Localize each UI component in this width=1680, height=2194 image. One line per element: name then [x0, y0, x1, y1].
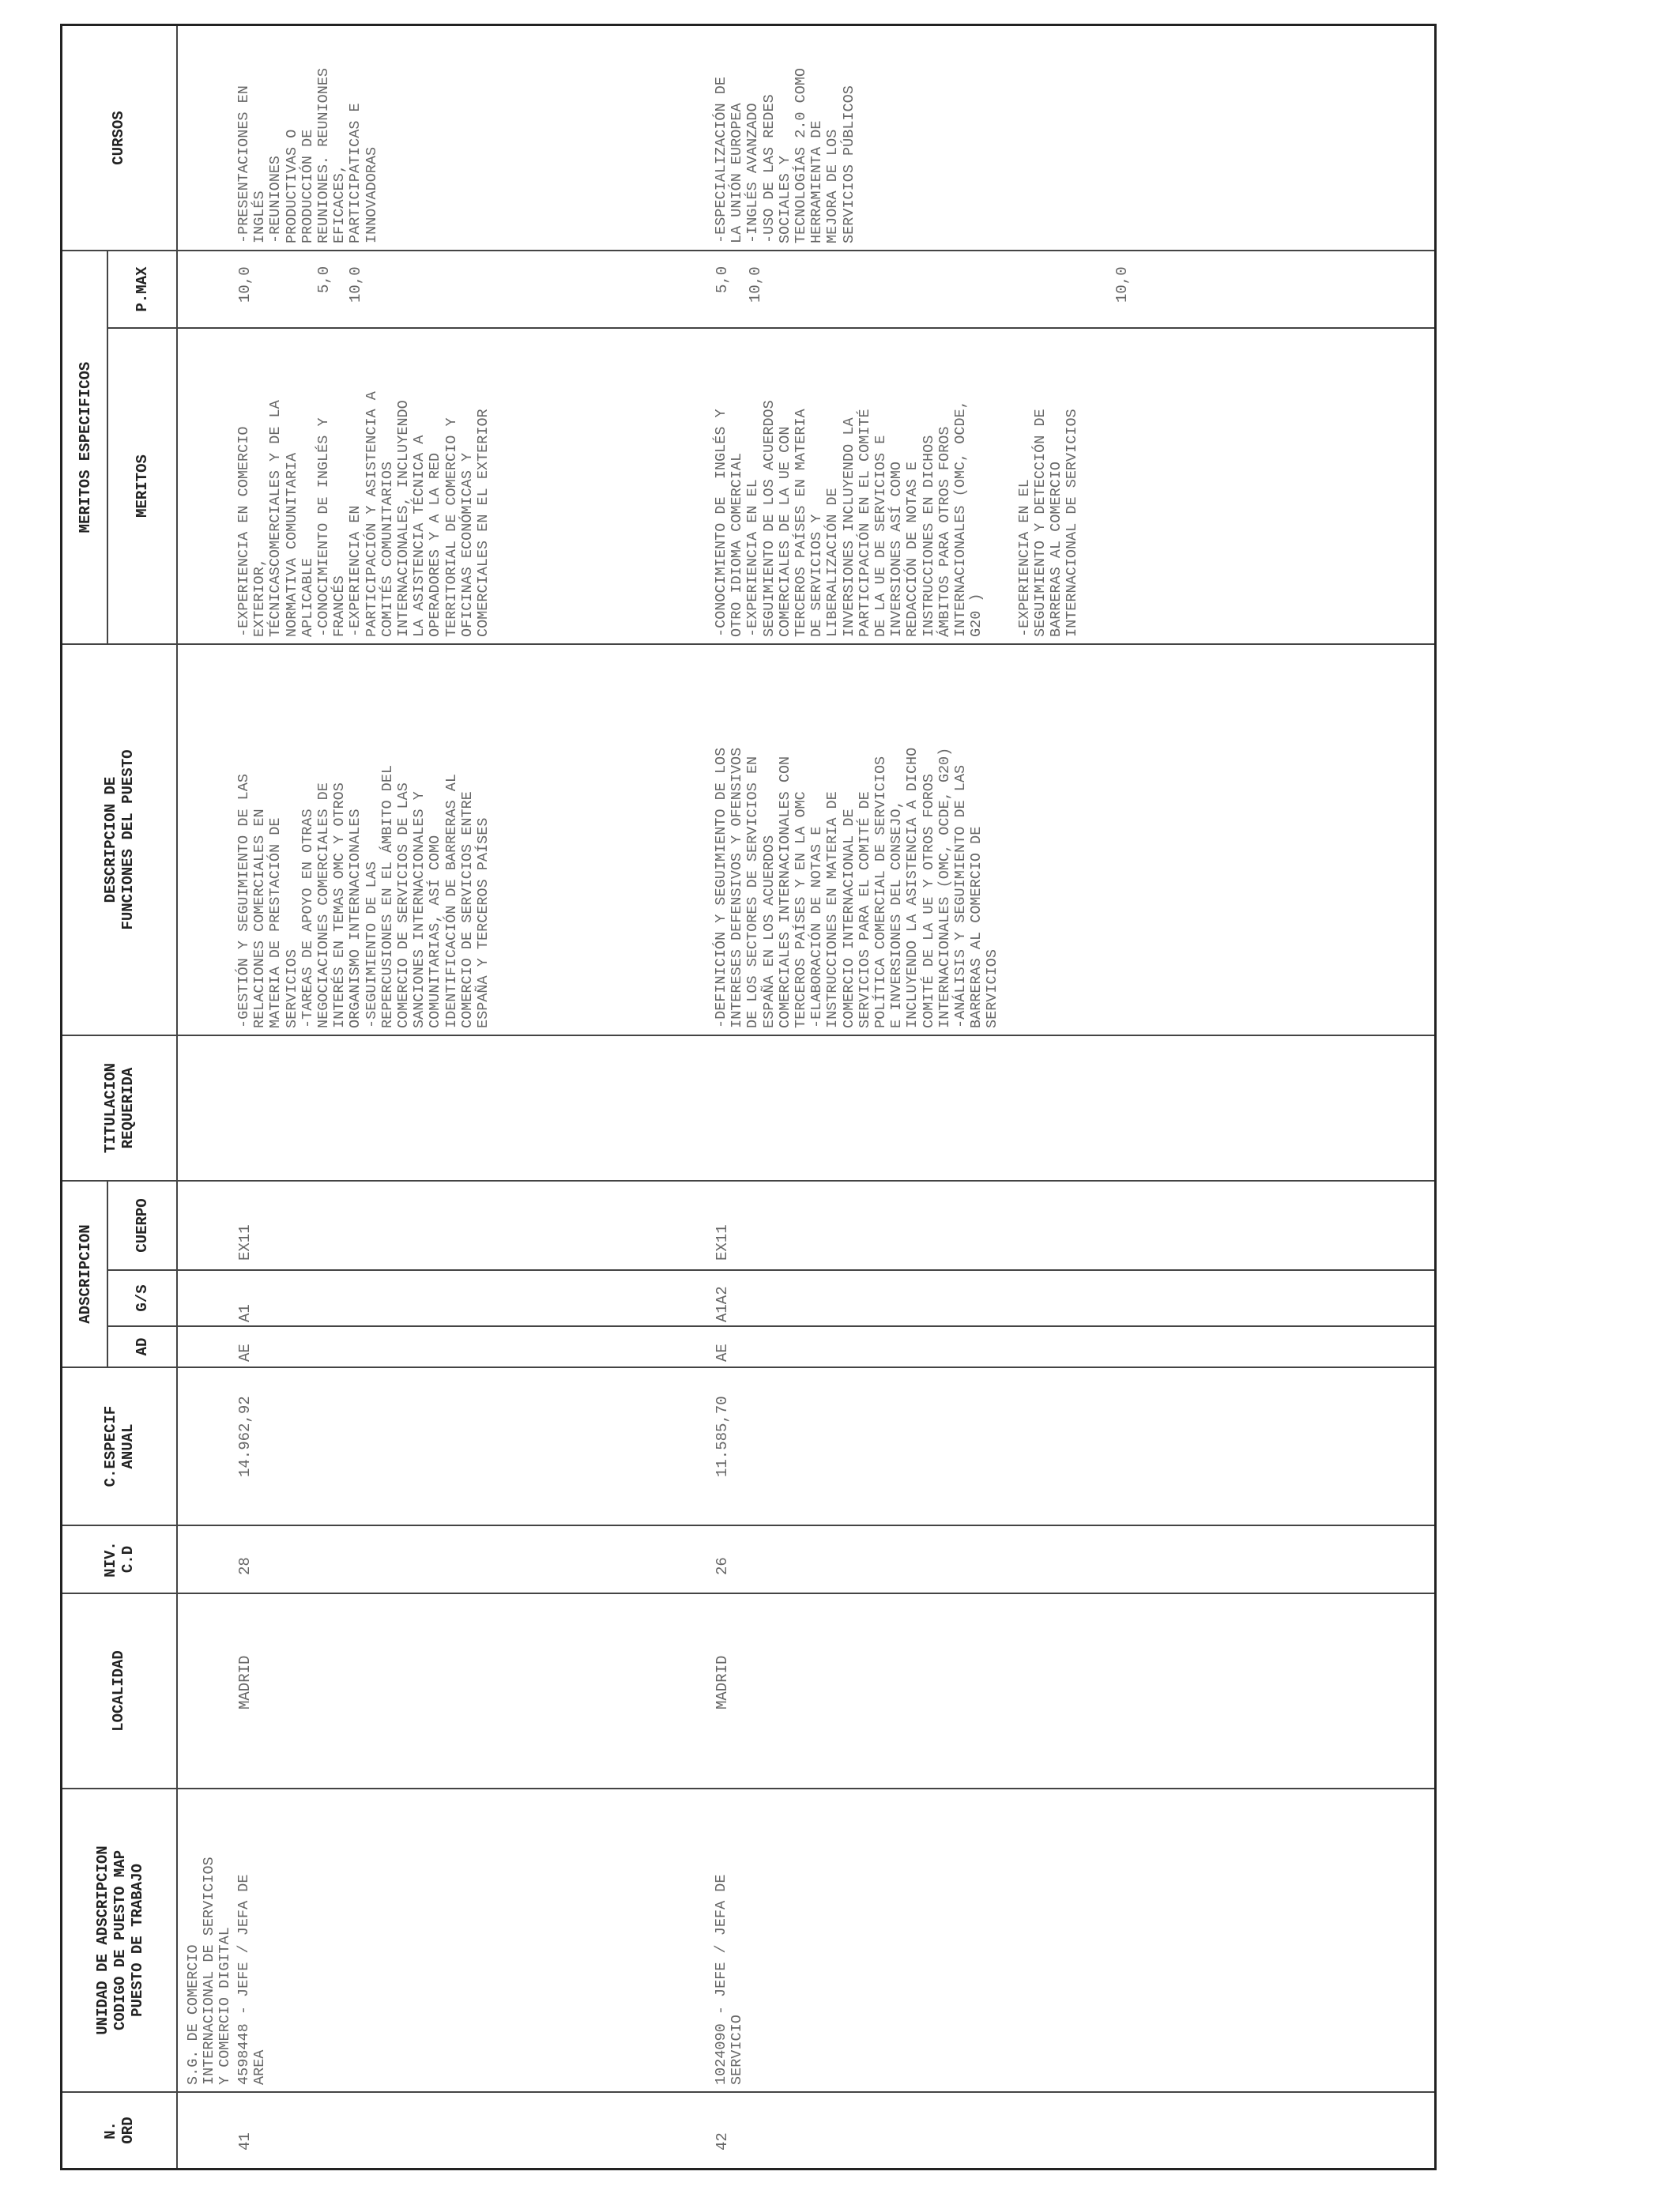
subheader-line: [107, 1182, 108, 1368]
subheader-line: [107, 251, 108, 645]
col-line: [62, 1788, 1434, 1789]
section-unit: S.G. DE COMERCIO INTERNACIONAL DE SERVICIOS Y COMERCIO DIGITAL: [185, 1857, 234, 2085]
header-cursos: CURSOS: [110, 111, 127, 165]
col-line: [107, 1325, 1434, 1327]
col-line: [62, 1035, 1434, 1036]
col-line: [62, 1593, 1434, 1594]
col-line: [62, 2091, 1434, 2093]
row-42-gs: A1A2: [714, 1286, 731, 1322]
row-42-pmax-1: 5,0: [714, 266, 731, 293]
rotated-table-sheet: [0, 44, 1445, 2194]
header-titulacion: TITULACION REQUERIDA: [102, 1062, 137, 1154]
row-42-cuerpo: EX11: [714, 1224, 731, 1261]
row-41-cursos: -PRESENTACIONES EN INGLÉS -REUNIONES PRODUCTIVAS O PRODUCCIÓN DE REUNIONES. REUNIONES EFICACES, PARTICIPATICAS E INNOVADORAS: [235, 67, 380, 243]
row-41-n-ord: 41: [236, 2132, 254, 2151]
row-42-localidad: MADRID: [714, 1655, 731, 1710]
row-41-cuerpo: EX11: [236, 1224, 254, 1261]
row-42-c-especif: 11.585,70: [714, 1396, 731, 1477]
row-42-meritos: -CONOCIMIENTO DE INGLÉS Y OTRO IDIOMA COMERCIAL -EXPERIENCIA EN EL SEGUIMIENTO DE LOS ACUERDOS COMERCIALES DE LA UE CON TERCEROS PAÍSES EN MATERIA DE SERVICIOS Y LIBERALIZACIÓN DE INVERSIONES INCLUYENDO LA PARTICIPACIÓN EN EL COMITÉ DE LA UE DE SERVICIOS E INVERSIONES ASÍ COMO REDACCIÓN DE NOTAS E INSTRUCCIONES EN DICHOS ÁMBITOS PARA OTROS FOROS INTERNACIONALES (OMC, OCDE, G20 ) -EXPERIENCIA EN EL SEGUIMIENTO Y DETECCIÓN DE BARRERAS AL COMERCIO INTERNACIONAL DE SERVICIOS: [713, 400, 1081, 637]
header-niv: NIV. C.D: [102, 1541, 137, 1578]
col-line: [62, 250, 1434, 251]
row-41-gs: A1: [236, 1304, 254, 1322]
col-line: [62, 1367, 1434, 1368]
header-localidad: LOCALIDAD: [110, 1650, 127, 1732]
row-41-pmax-1: 10,0: [236, 266, 254, 303]
table-frame: [60, 24, 1437, 2170]
header-descripcion: DESCRIPCION DE FUNCIONES DEL PUESTO: [102, 749, 137, 930]
header-pmax: P.MAX: [134, 266, 151, 312]
header-meritos-especificos: MERITOS ESPECIFICOS: [77, 361, 94, 533]
col-line: [107, 1269, 1434, 1271]
row-42-niv: 26: [714, 1557, 731, 1575]
row-42-puesto: 1024090 - JEFE / JEFA DE SERVICIO: [713, 1874, 746, 2085]
row-42-ad: AE: [714, 1344, 731, 1362]
row-42-descripcion: -DEFINICIÓN Y SEGUIMIENTO DE LOS INTERESES DEFENSIVOS Y OFENSIVOS DE LOS SECTORES DE SERVICIOS EN ESPAÑA EN LOS ACUERDOS COMERCIALES INTERNACIONALES CON TERCEROS PAÍSES Y EN LA OMC -ELABORACIÓN DE NOTAS E INSTRUCCIONES EN MATERIA DE COMERCIO INTERNACIONAL DE SERVICIOS PARA EL COMITÉ DE POLÍTICA COMERCIAL DE SERVICIOS E INVERSIONES DEL CONSEJO, INCLUYENDO LA ASISTENCIA A DICHO COMITÉ DE LA UE Y OTROS FOROS INTERNACIONALES (OMC, OCDE, G20) -ANÁLISIS Y SEGUIMIENTO DE LAS BARRERAS AL COMERCIO DE SERVICIOS: [713, 747, 1001, 1028]
row-41-localidad: MADRID: [236, 1655, 254, 1710]
row-41-descripcion: -GESTIÓN Y SEGUIMIENTO DE LAS RELACIONES COMERCIALES EN MATERIA DE PRESTACIÓN DE SERVICIOS -TAREAS DE APOYO EN OTRAS NEGOCIACIONES COMERCIALES DE INTERÉS EN TEMAS OMC Y OTROS ORGANISMO INTERNACIONALES -SEGUIMIENTO DE LAS REPERCUSIONES EN EL ÁMBITO DEL COMERCIO DE SERVICIOS DE LAS SANCIONES INTERNACIONALES Y COMUNITARIAS, ASÍ COMO IDENTIFICACIÓN DE BARRERAS AL COMERCIO DE SERVICIOS ENTRE ESPAÑA Y TERCEROS PAÍSES: [235, 764, 492, 1028]
row-41-niv: 28: [236, 1557, 254, 1575]
header-meritos: MERITOS: [134, 454, 151, 518]
row-42-pmax-2: 10,0: [747, 266, 764, 303]
row-41-pmax-3: 10,0: [347, 266, 364, 303]
row-41-meritos: -EXPERIENCIA EN COMERCIO EXTERIOR, TÉCNICASCOMERCIALES Y DE LA NORMATIVA COMUNITARIA APLICABLE -CONOCIMIENTO DE INGLÉS Y FRANCÉS -EXPERIENCIA EN PARTICIPACIÓN Y ASISTENCIA A COMITÉS COMUNITARIOS INTERNACIONALES, INCLUYENDO LA ASISTENCIA TÉCNICA A OPERADORES Y A LA RED TERRITORIAL DE COMERCIO Y OFICINAS ECONÓMICAS Y COMERCIALES EN EL EXTERIOR: [235, 391, 492, 637]
row-41-puesto: 4598448 - JEFE / JEFA DE AREA: [235, 1874, 269, 2085]
header-gs: G/S: [134, 1284, 151, 1312]
header-unidad: UNIDAD DE ADSCRIPCION CODIGO DE PUESTO MAP PUESTO DE TRABAJO: [94, 1845, 146, 2035]
header-ad: AD: [134, 1337, 151, 1356]
row-41-ad: AE: [236, 1344, 254, 1362]
col-line: [62, 1525, 1434, 1526]
row-41-c-especif: 14.962,92: [236, 1396, 254, 1477]
col-line: [62, 643, 1434, 645]
header-cuerpo: CUERPO: [134, 1198, 151, 1253]
header-bottom-line: [176, 26, 178, 2168]
header-adscripcion: ADSCRIPCION: [77, 1224, 94, 1324]
header-c-especif: C.ESPECIF ANUAL: [102, 1405, 137, 1487]
row-42-n-ord: 42: [714, 2132, 731, 2151]
header-n-ord: N. ORD: [102, 2117, 137, 2144]
row-42-cursos: -ESPECIALIZACIÓN DE LA UNIÓN EUROPEA -INGLÉS AVANZADO -USO DE LAS REDES SOCIALES Y TECNOLOGÍAS 2.0 COMO HERRAMIENTA DE MEJORA DE LOS SERVICIOS PÚBLICOS: [713, 67, 857, 243]
row-41-pmax-2: 5,0: [315, 266, 333, 293]
row-42-pmax-3: 10,0: [1113, 266, 1131, 303]
col-line: [62, 1180, 1434, 1182]
